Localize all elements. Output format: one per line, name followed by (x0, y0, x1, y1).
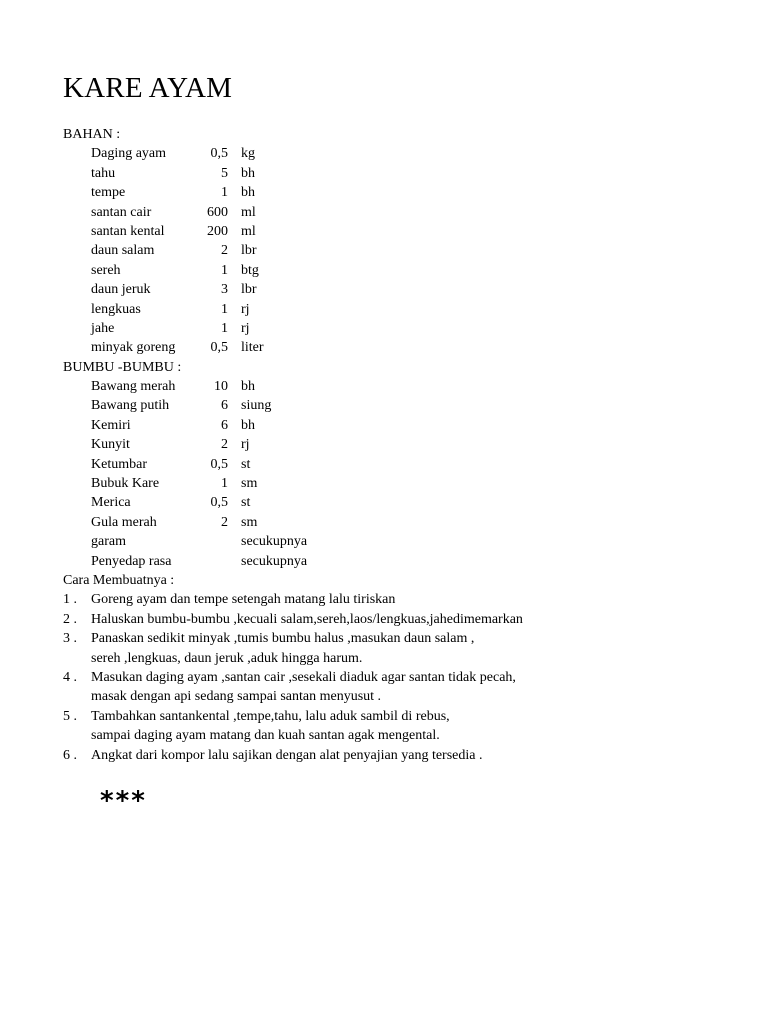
ingredient-name: santan cair (91, 204, 152, 220)
ingredient-qty: 0,5 (210, 146, 228, 162)
bumbu-list (63, 377, 743, 571)
ingredient-row (63, 338, 743, 357)
ingredient-unit: btg (241, 262, 259, 278)
ingredient-unit: ml (241, 223, 256, 239)
ingredient-name: Daging ayam (91, 146, 167, 162)
ingredient-row (63, 435, 743, 454)
ingredient-qty: 0,5 (210, 495, 228, 511)
ingredient-unit: rj (241, 301, 250, 317)
ingredient-name: daun jeruk (91, 282, 151, 298)
ingredient-qty: 0,5 (210, 340, 228, 356)
ingredient-row (63, 144, 743, 163)
bumbu-heading (63, 358, 743, 377)
ingredient-unit: secukupnya (241, 553, 308, 569)
ingredient-name: Kemiri (91, 417, 131, 433)
ingredient-unit: sm (241, 514, 258, 530)
ingredient-unit: sm (241, 476, 258, 492)
ingredient-name: jahe (91, 320, 115, 336)
ingredient-qty: 2 (221, 437, 228, 453)
ingredient-row (63, 261, 743, 280)
ingredient-row (63, 396, 743, 415)
step-line (63, 590, 743, 609)
ingredient-qty: 1 (221, 185, 228, 201)
ingredient-name: Bubuk Kare (91, 476, 160, 492)
ingredient-unit: bh (241, 417, 255, 433)
ingredient-qty: 1 (221, 476, 228, 492)
step-line (63, 610, 743, 629)
ingredient-unit: lbr (241, 243, 257, 259)
ingredient-unit: liter (241, 340, 264, 356)
step-line (63, 629, 743, 648)
step-text: masak dengan api sedang sampai santan menyusut . (91, 689, 382, 705)
ingredient-row (63, 164, 743, 183)
step-text: Haluskan bumbu-bumbu ,kecuali salam,sereh,laos/lengkuas,jahedimemarkan (91, 611, 523, 627)
ingredient-qty: 3 (221, 282, 228, 298)
ingredient-qty: 200 (207, 223, 228, 239)
step-number: 2 . (63, 611, 77, 627)
ingredient-row (63, 377, 743, 396)
ingredient-unit: ml (241, 204, 256, 220)
ingredient-unit: st (241, 495, 251, 511)
ingredient-qty: 10 (214, 379, 228, 395)
ingredient-name: Penyedap rasa (91, 553, 172, 569)
step-line (63, 726, 743, 745)
ingredient-unit: bh (241, 379, 255, 395)
ingredient-name: Bawang merah (91, 379, 176, 395)
step-line (63, 746, 743, 765)
ingredient-name: Gula merah (91, 514, 157, 530)
step-text: Goreng ayam dan tempe setengah matang lalu tiriskan (91, 592, 396, 608)
ingredient-unit: secukupnya (241, 534, 308, 550)
ingredient-row (63, 455, 743, 474)
ingredient-qty: 6 (221, 398, 228, 414)
ingredient-row (63, 203, 743, 222)
ingredient-name: Merica (91, 495, 131, 511)
ingredient-unit: lbr (241, 282, 257, 298)
ingredient-unit: bh (241, 185, 255, 201)
ingredient-row (63, 222, 743, 241)
ingredient-name: Ketumbar (91, 456, 147, 472)
recipe-title: KARE AYAM (63, 72, 233, 104)
ingredient-name: minyak goreng (91, 340, 176, 356)
step-text: Panaskan sedikit minyak ,tumis bumbu halus ,masukan daun salam , (91, 631, 475, 647)
ingredient-name: lengkuas (91, 301, 141, 317)
ingredient-unit: rj (241, 320, 250, 336)
step-number: 4 . (63, 669, 77, 685)
step-text: Masukan daging ayam ,santan cair ,sesekali diaduk agar santan tidak pecah, (91, 669, 516, 685)
step-line (63, 687, 743, 706)
ingredient-row (63, 416, 743, 435)
ingredient-unit: bh (241, 165, 255, 181)
ingredient-row (63, 183, 743, 202)
ingredient-unit: kg (241, 146, 255, 162)
ingredient-qty: 6 (221, 417, 228, 433)
cara-heading (63, 571, 743, 590)
bumbu-label: BUMBU -BUMBU : (63, 359, 182, 375)
cara-label: Cara Membuatnya : (63, 572, 175, 588)
bahan-label: BAHAN : (63, 127, 121, 142)
step-line (63, 668, 743, 687)
ingredient-qty: 5 (221, 165, 228, 181)
step-number: 5 . (63, 708, 77, 724)
ingredient-row (63, 241, 743, 260)
ingredient-name: sereh (91, 262, 121, 278)
ingredient-row (63, 513, 743, 532)
step-text: sereh ,lengkuas, daun jeruk ,aduk hingga harum. (91, 650, 363, 666)
ingredient-name: tempe (91, 185, 126, 201)
step-text: Tambahkan santankental ,tempe,tahu, lalu aduk sambil di rebus, (91, 708, 450, 724)
ingredient-unit: rj (241, 437, 250, 453)
step-number: 3 . (63, 631, 77, 647)
ingredient-qty: 600 (207, 204, 228, 220)
ingredient-row (63, 493, 743, 512)
step-text: Angkat dari kompor lalu sajikan dengan alat penyajian yang tersedia . (91, 747, 483, 763)
ingredient-row (63, 532, 743, 551)
bahan-heading (63, 125, 743, 144)
step-line (63, 649, 743, 668)
ingredient-unit: st (241, 456, 251, 472)
ingredient-row (63, 300, 743, 319)
ingredient-qty: 1 (221, 301, 228, 317)
step-number: 6 . (63, 747, 77, 763)
ingredient-row (63, 474, 743, 493)
ingredient-row (63, 319, 743, 338)
ingredient-name: garam (91, 534, 126, 550)
step-number: 1 . (63, 592, 77, 608)
ingredient-name: Bawang putih (91, 398, 170, 414)
recipe-content (63, 125, 743, 765)
bahan-list (63, 144, 743, 357)
step-text: sampai daging ayam matang dan kuah santan agak mengental. (91, 728, 440, 744)
ingredient-unit: siung (241, 398, 272, 414)
step-line (63, 707, 743, 726)
ingredient-name: tahu (91, 165, 116, 181)
ingredient-qty: 1 (221, 262, 228, 278)
ingredient-qty: 0,5 (210, 456, 228, 472)
ingredient-qty: 1 (221, 320, 228, 336)
ingredient-name: Kunyit (91, 437, 130, 453)
ingredient-qty: 2 (221, 514, 228, 530)
ingredient-qty: 2 (221, 243, 228, 259)
ingredient-row (63, 280, 743, 299)
ending-stars: *** (100, 786, 147, 816)
ingredient-row (63, 552, 743, 571)
steps-list (63, 590, 743, 765)
ingredient-name: santan kental (91, 223, 165, 239)
ingredient-name: daun salam (91, 243, 155, 259)
